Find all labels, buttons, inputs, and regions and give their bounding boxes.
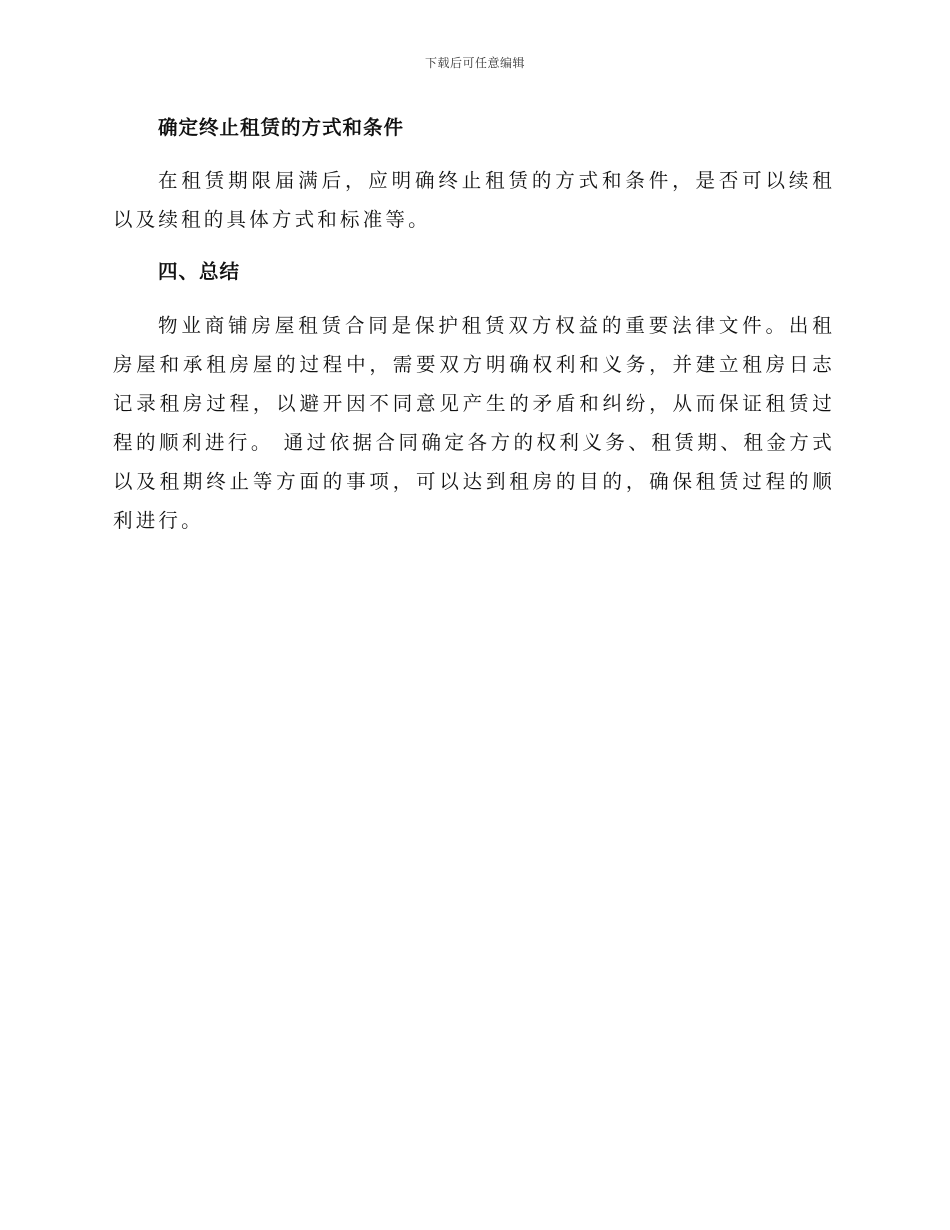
section-paragraph-summary: 物业商铺房屋租赁合同是保护租赁双方权益的重要法律文件。出租房屋和承租房屋的过程中，需要双方明确权利和义务，并建立租房日志记录租房过程，以避开因不同意见产生的矛盾和纠纷，从而保证租赁过程的顺利进行。 通过依据合同确定各方的权利义务、租赁期、租金方式以及租期终止等方面的事项，可以达到租房的目的，确保租赁过程的顺利进行。 bbox=[113, 314, 835, 532]
document-body bbox=[113, 112, 835, 540]
section-paragraph-termination: 在租赁期限届满后，应明确终止租赁的方式和条件，是否可以续租以及续租的具体方式和标准等。 bbox=[113, 169, 835, 231]
section-heading-summary: 四、总结 bbox=[158, 260, 241, 283]
page-header-note: 下载后可任意编辑 bbox=[424, 56, 525, 70]
section-heading-termination: 确定终止租赁的方式和条件 bbox=[158, 116, 405, 139]
